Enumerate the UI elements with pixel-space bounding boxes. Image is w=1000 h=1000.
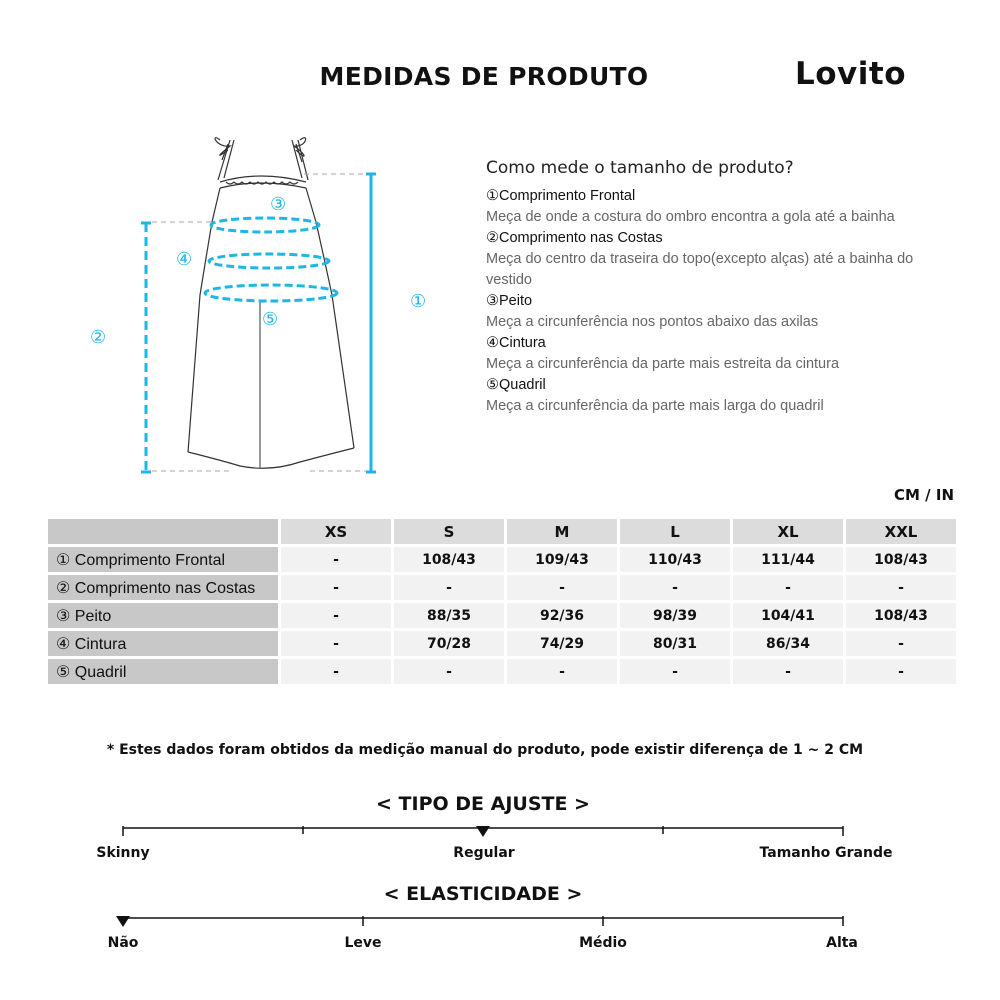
table-row — [48, 547, 956, 572]
table-row — [48, 659, 956, 684]
marker-1: ① — [410, 291, 427, 312]
table-cell: 92/36 — [507, 603, 617, 628]
instruction-name: ①Comprimento Frontal — [486, 188, 636, 204]
table-cell: - — [846, 631, 956, 656]
elasticity-label-nao: Não — [107, 935, 139, 951]
instruction-item — [486, 375, 926, 417]
instructions-heading: Como mede o tamanho de produto? — [486, 158, 794, 178]
table-cell: 104/41 — [733, 603, 843, 628]
marker-5: ⑤ — [262, 309, 279, 330]
elasticity-selected-marker-icon — [116, 916, 130, 927]
table-cell: - — [507, 575, 617, 600]
table-cell: 98/39 — [620, 603, 730, 628]
size-header: XXL — [846, 519, 956, 544]
table-cell: - — [281, 547, 391, 572]
table-cell: 108/43 — [846, 603, 956, 628]
size-table — [45, 516, 959, 687]
table-cell: - — [394, 659, 504, 684]
disclaimer-note: * Estes dados foram obtidos da medição manual do produto, pode existir diferença de 1 ~ 2 CM — [106, 742, 864, 758]
row-label: ② Comprimento nas Costas — [48, 575, 278, 600]
row-label: ③ Peito — [48, 603, 278, 628]
marker-4: ④ — [176, 249, 193, 270]
table-cell: 88/35 — [394, 603, 504, 628]
table-cell: - — [281, 631, 391, 656]
dress-outline-icon — [188, 138, 354, 469]
size-header: XS — [281, 519, 391, 544]
instruction-name: ③Peito — [486, 293, 533, 309]
table-cell: - — [733, 659, 843, 684]
table-cell: - — [846, 659, 956, 684]
fit-selected-marker-icon — [476, 826, 490, 837]
units-label: CM / IN — [894, 486, 954, 504]
table-header-row — [48, 519, 956, 544]
marker-3: ③ — [270, 194, 287, 215]
fit-scale — [0, 820, 1000, 844]
page-title: MEDIDAS DE PRODUTO — [319, 62, 649, 91]
instruction-desc: Meça a circunferência da parte mais estreita da cintura — [486, 356, 840, 372]
table-cell: 70/28 — [394, 631, 504, 656]
instruction-name: ⑤Quadril — [486, 377, 546, 393]
table-corner — [48, 519, 278, 544]
brand-logo: Lovito — [795, 56, 907, 92]
table-cell: 74/29 — [507, 631, 617, 656]
table-cell: 108/43 — [846, 547, 956, 572]
table-cell: - — [281, 659, 391, 684]
table-cell: - — [281, 575, 391, 600]
instruction-name: ②Comprimento nas Costas — [486, 230, 663, 246]
size-header: XL — [733, 519, 843, 544]
elasticity-label-leve: Leve — [344, 935, 382, 951]
instruction-item — [486, 333, 926, 375]
table-cell: 109/43 — [507, 547, 617, 572]
size-header: M — [507, 519, 617, 544]
table-cell: - — [620, 659, 730, 684]
table-cell: - — [394, 575, 504, 600]
fit-label-regular: Regular — [453, 845, 515, 861]
elasticity-label-alta: Alta — [826, 935, 858, 951]
elasticity-title: < ELASTICIDADE > — [383, 883, 583, 905]
table-cell: 111/44 — [733, 547, 843, 572]
marker-2: ② — [90, 327, 107, 348]
elasticity-label-medio: Médio — [579, 935, 627, 951]
instruction-item — [486, 186, 926, 228]
row-label: ④ Cintura — [48, 631, 278, 656]
table-row — [48, 603, 956, 628]
instruction-item — [486, 228, 926, 291]
fit-label-large: Tamanho Grande — [759, 845, 893, 861]
instruction-desc: Meça do centro da traseira do topo(excepto alças) até a bainha do vestido — [486, 251, 914, 288]
table-row — [48, 631, 956, 656]
fit-label-skinny: Skinny — [96, 845, 150, 861]
size-header: L — [620, 519, 730, 544]
dress-diagram — [70, 130, 450, 490]
instruction-name: ④Cintura — [486, 335, 546, 351]
instruction-item — [486, 291, 926, 333]
table-cell: - — [620, 575, 730, 600]
fit-title: < TIPO DE AJUSTE > — [376, 793, 590, 815]
size-header: S — [394, 519, 504, 544]
table-cell: - — [281, 603, 391, 628]
table-cell: - — [733, 575, 843, 600]
instruction-desc: Meça a circunferência nos pontos abaixo das axilas — [486, 314, 819, 330]
instruction-desc: Meça de onde a costura do ombro encontra a gola até a bainha — [486, 209, 895, 225]
table-cell: 80/31 — [620, 631, 730, 656]
measure-instructions — [486, 158, 926, 417]
instruction-desc: Meça a circunferência da parte mais larga do quadril — [486, 398, 824, 414]
table-cell: 86/34 — [733, 631, 843, 656]
table-cell: 110/43 — [620, 547, 730, 572]
table-cell: - — [507, 659, 617, 684]
row-label: ① Comprimento Frontal — [48, 547, 278, 572]
row-label: ⑤ Quadril — [48, 659, 278, 684]
elasticity-scale — [0, 910, 1000, 934]
table-cell: - — [846, 575, 956, 600]
table-row — [48, 575, 956, 600]
table-cell: 108/43 — [394, 547, 504, 572]
